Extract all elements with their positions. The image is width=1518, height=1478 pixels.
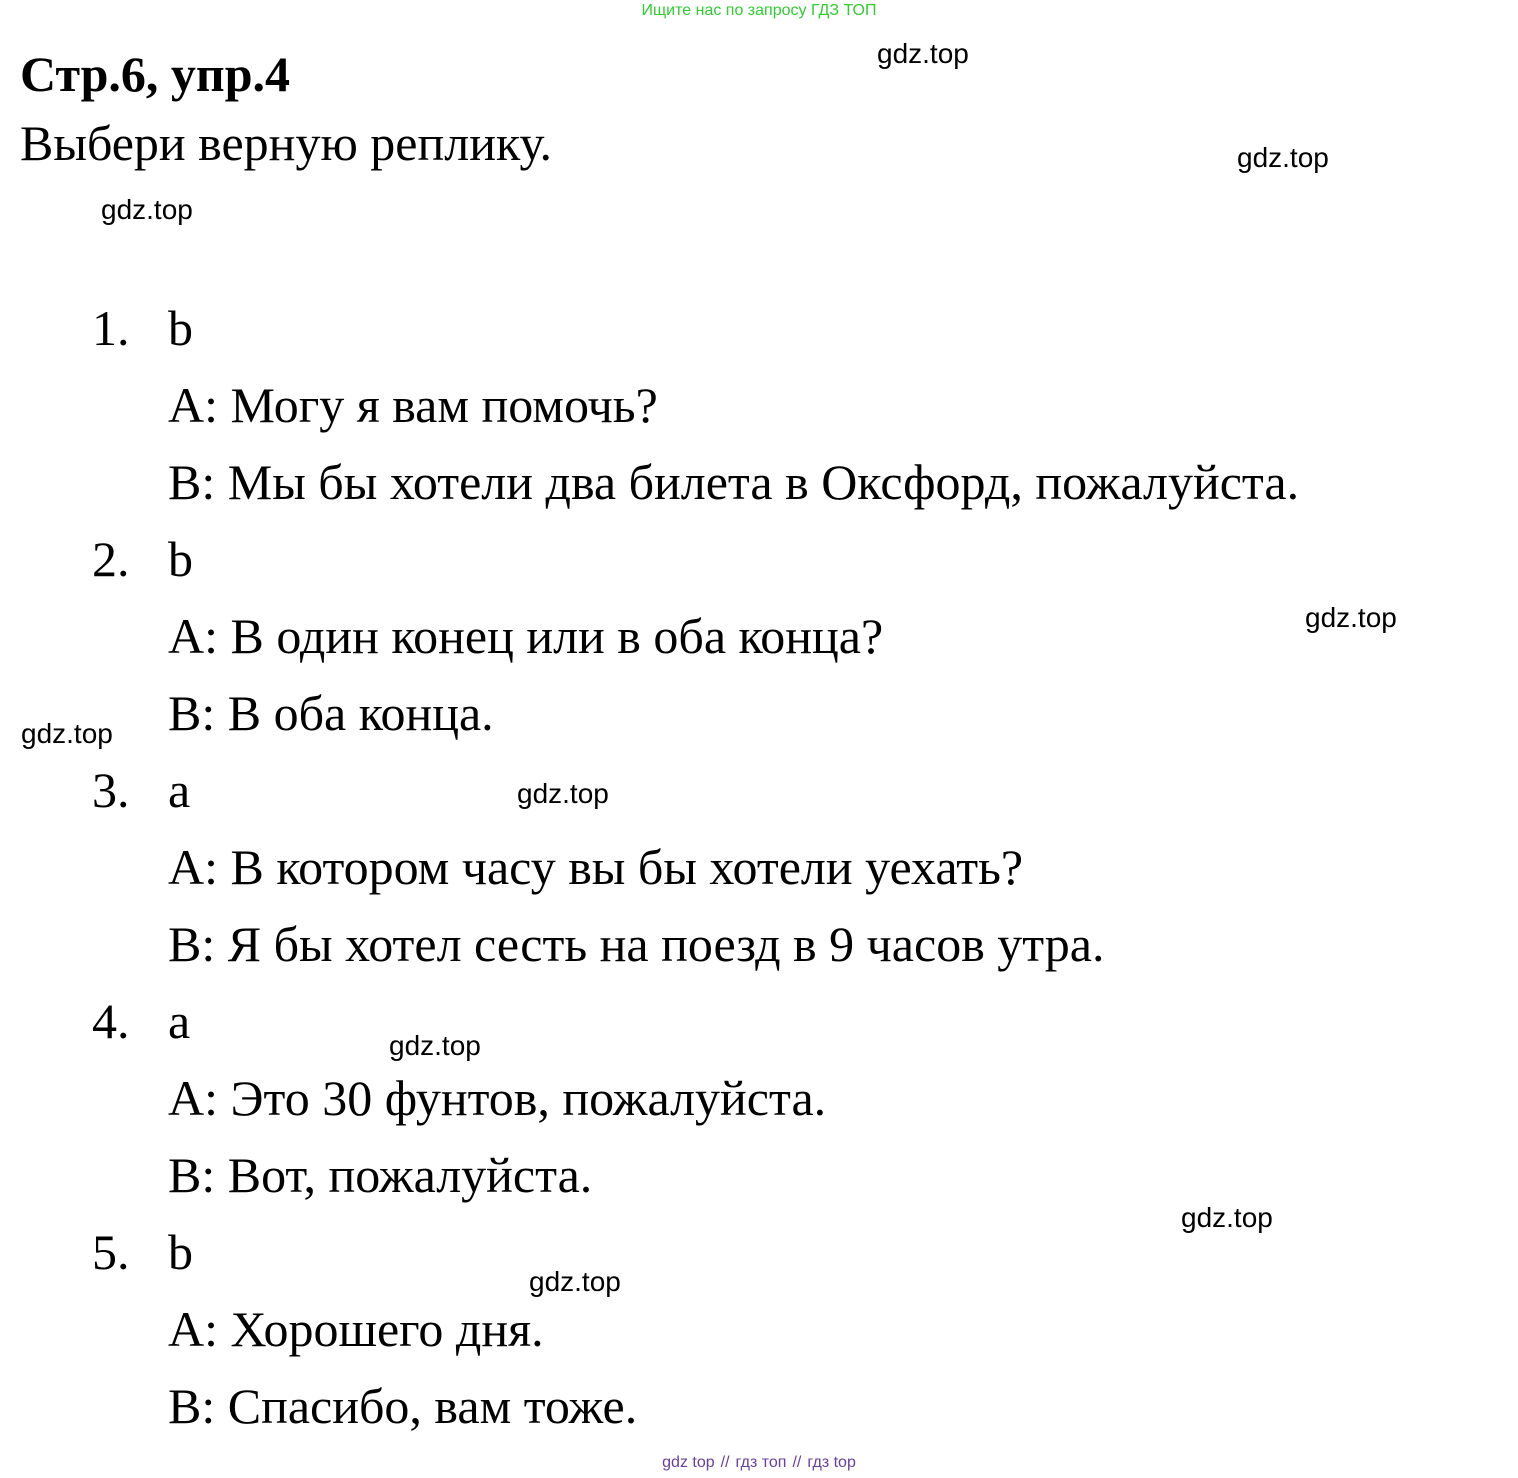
footer-link[interactable]: гдз топ [735,1454,787,1471]
item-answer: b [168,1224,193,1280]
item-answer: a [168,993,191,1049]
exercise-instruction: Выбери верную реплику. [20,115,553,171]
watermark: gdz.top [1237,142,1329,173]
dialogue-line-b: B: Вот, пожалуйста. [168,1147,593,1203]
watermark: gdz.top [517,778,609,809]
watermark: gdz.top [529,1266,621,1297]
watermark: gdz.top [101,194,193,225]
dialogue-line-b: B: В оба конца. [168,685,494,741]
dialogue-line-a: A: Хорошего дня. [168,1301,544,1357]
dialogue-line-b: B: Я бы хотел сесть на поезд в 9 часов утра. [168,916,1105,972]
item-number: 1. [92,300,130,356]
item-answer: b [168,531,193,587]
top-banner-link[interactable]: Ищите нас по запросу ГДЗ ТОП [641,2,877,19]
dialogue-line-b: B: Спасибо, вам тоже. [168,1378,638,1434]
page-title: Стр.6, упр.4 [20,46,291,102]
dialogue-line-a: A: В котором часу вы бы хотели уехать? [168,839,1024,895]
dialogue-line-b: B: Мы бы хотели два билета в Оксфорд, пожалуйста. [168,454,1300,510]
dialogue-line-a: A: Могу я вам помочь? [168,377,658,433]
footer-links [0,1452,1518,1474]
dialogue-line-a: A: Это 30 фунтов, пожалуйста. [168,1070,827,1126]
footer-link[interactable]: gdz top [662,1454,715,1471]
watermark: gdz.top [21,718,113,749]
item-number: 3. [92,762,130,818]
footer-separator: // [720,1454,730,1471]
watermark: gdz.top [877,38,969,69]
item-answer: b [168,300,193,356]
footer-separator: // [792,1454,802,1471]
watermark: gdz.top [1305,602,1397,633]
dialogue-line-a: A: В один конец или в оба конца? [168,608,884,664]
watermark: gdz.top [1181,1202,1273,1233]
footer-link[interactable]: гдз top [807,1454,856,1471]
item-answer: a [168,762,191,818]
item-number: 4. [92,993,130,1049]
item-number: 5. [92,1224,130,1280]
watermark: gdz.top [389,1030,481,1061]
item-number: 2. [92,531,130,587]
